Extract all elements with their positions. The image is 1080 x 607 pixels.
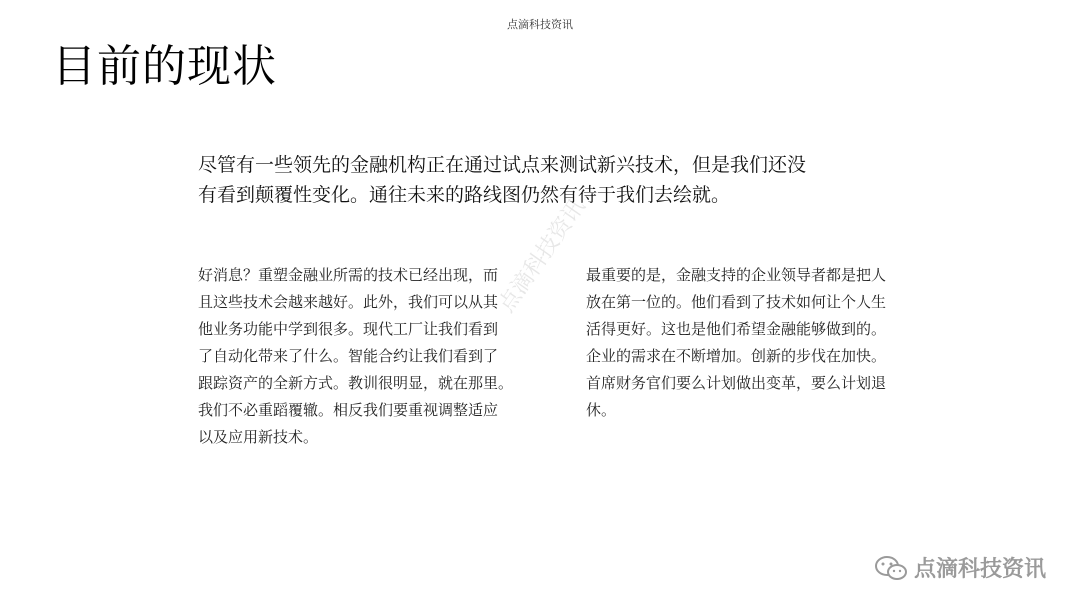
right-line: 企业的需求在不断增加。创新的步伐在加快。 [586, 347, 887, 365]
left-line: 且这些技术会越来越好。此外，我们可以从其 [198, 293, 499, 311]
right-line: 首席财务官们要么计划做出变革，要么计划退 [586, 374, 887, 392]
lead-line: 有看到颠覆性变化。通往未来的路线图仍然有待于我们去绘就。 [198, 184, 731, 206]
left-line: 好消息？重塑金融业所需的技术已经出现，而 [198, 266, 499, 284]
left-line: 以及应用新技术。 [198, 428, 319, 446]
right-line: 休。 [586, 401, 617, 419]
right-line: 活得更好。这也是他们希望金融能够做到的。 [586, 320, 887, 338]
left-line: 了自动化带来了什么。智能合约让我们看到了 [198, 347, 499, 365]
source-header: 点滴科技资讯 [507, 18, 573, 31]
left-line: 跟踪资产的全新方式。教训很明显，就在那里。 [198, 374, 514, 392]
wechat-icon [874, 555, 908, 581]
brand-label: 点滴科技资讯 [913, 557, 1046, 582]
left-line: 我们不必重蹈覆辙。相反我们要重视调整适应 [198, 401, 499, 419]
right-line: 放在第一位的。他们看到了技术如何让个人生 [586, 293, 887, 311]
diagonal-watermark: 点滴科技资讯 [494, 194, 591, 318]
lead-paragraph [198, 150, 818, 210]
left-line: 他业务功能中学到很多。现代工厂让我们看到 [198, 320, 499, 338]
right-column-text [586, 262, 941, 424]
lead-line: 尽管有一些领先的金融机构正在通过试点来测试新兴技术，但是我们还没 [198, 154, 807, 176]
right-line: 最重要的是，金融支持的企业领导者都是把人 [586, 266, 887, 284]
brand-watermark [874, 552, 1046, 583]
page-title: 目前的现状 [52, 41, 277, 92]
